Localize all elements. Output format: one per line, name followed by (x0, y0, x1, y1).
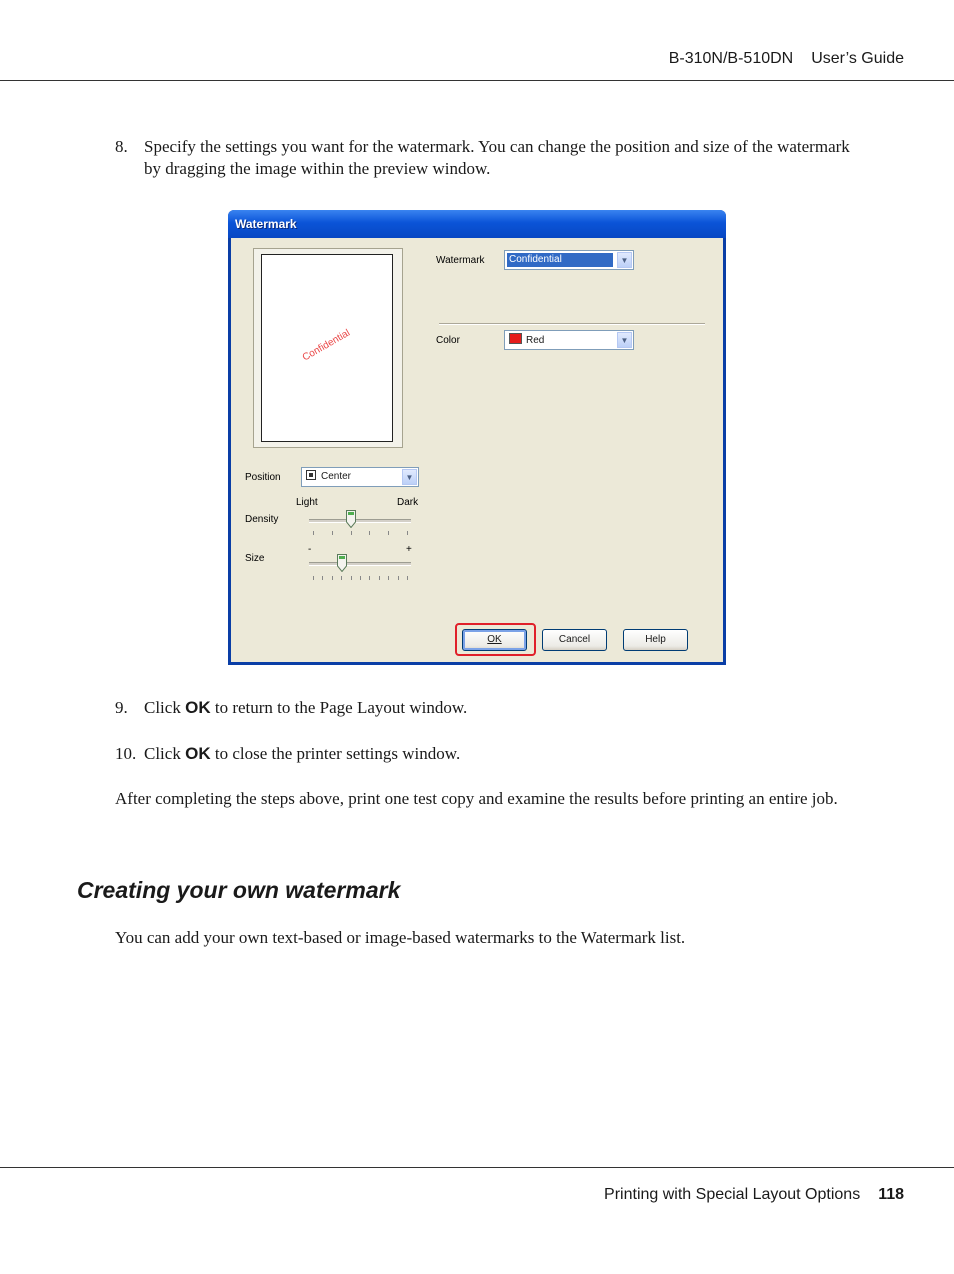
slider-tick (407, 531, 408, 535)
slider-tick (388, 531, 389, 535)
step-number: 10. (115, 744, 137, 763)
dialog-client (231, 238, 723, 662)
density-low-label: Light (296, 497, 318, 508)
ok-keyword: OK (185, 698, 211, 717)
slider-tick (351, 531, 352, 535)
cancel-button[interactable]: Cancel (542, 629, 607, 651)
position-center-icon (306, 470, 316, 480)
chevron-down-icon[interactable]: ▼ (617, 332, 632, 348)
chevron-down-icon[interactable]: ▼ (617, 252, 632, 268)
slider-tick (341, 576, 342, 580)
product-name: B-310N/B-510DN (668, 50, 794, 67)
color-select-value: Red (526, 335, 545, 346)
section-paragraph: You can add your own text-based or image-based watermarks to the Watermark list. (115, 928, 686, 947)
position-select[interactable] (301, 467, 419, 487)
position-label: Position (245, 472, 281, 483)
preview-page (261, 254, 393, 442)
step-text: Specify the settings you want for the watermark. You can change the position and size of the watermark by dragging the image within the preview window. (144, 137, 850, 178)
density-slider-thumb[interactable] (346, 510, 356, 528)
slider-tick (313, 576, 314, 580)
page-number: 118 (878, 1186, 904, 1203)
density-slider-track[interactable] (309, 519, 411, 523)
ok-keyword: OK (185, 744, 211, 763)
size-slider-track[interactable] (309, 562, 411, 566)
watermark-select[interactable] (504, 250, 634, 270)
preview-watermark-text[interactable]: Confidential (300, 327, 353, 364)
footer-rule (0, 1167, 954, 1168)
slider-tick (332, 576, 333, 580)
density-high-label: Dark (397, 497, 419, 508)
slider-tick (407, 576, 408, 580)
dialog-titlebar[interactable] (228, 210, 726, 238)
size-label: Size (245, 553, 265, 564)
slider-tick (322, 576, 323, 580)
color-label: Color (436, 335, 460, 346)
page-header (669, 50, 904, 68)
color-select[interactable] (504, 330, 634, 350)
watermark-dialog (228, 210, 726, 665)
slider-tick (369, 531, 370, 535)
watermark-label: Watermark (436, 255, 485, 266)
preview-window[interactable] (253, 248, 403, 448)
size-low-label: - (308, 544, 312, 555)
after-steps-paragraph: After completing the steps above, print one test copy and examine the results before printing an entire job. (115, 789, 838, 808)
chevron-down-icon[interactable]: ▼ (402, 469, 417, 485)
slider-tick (379, 576, 380, 580)
page-footer (604, 1186, 904, 1204)
density-label: Density (245, 514, 279, 525)
header-rule (0, 80, 954, 81)
color-swatch-icon (509, 333, 522, 344)
step-number: 9. (115, 698, 128, 717)
slider-tick (332, 531, 333, 535)
guide-name: User’s Guide (811, 50, 904, 67)
ok-button[interactable]: OK (462, 629, 527, 651)
position-select-value: Center (321, 471, 352, 482)
slider-tick (398, 576, 399, 580)
size-slider-thumb[interactable] (337, 554, 347, 572)
watermark-select-value: Confidential (507, 253, 613, 267)
slider-tick (369, 576, 370, 580)
help-button[interactable]: Help (623, 629, 688, 651)
slider-tick (351, 576, 352, 580)
separator (439, 323, 705, 325)
size-high-label: + (406, 544, 412, 555)
footer-section: Printing with Special Layout Options (604, 1186, 861, 1203)
slider-tick (388, 576, 389, 580)
slider-tick (313, 531, 314, 535)
step-number: 8. (115, 137, 128, 156)
dialog-title: Watermark (235, 217, 297, 231)
section-heading: Creating your own watermark (77, 877, 401, 903)
slider-tick (360, 576, 361, 580)
